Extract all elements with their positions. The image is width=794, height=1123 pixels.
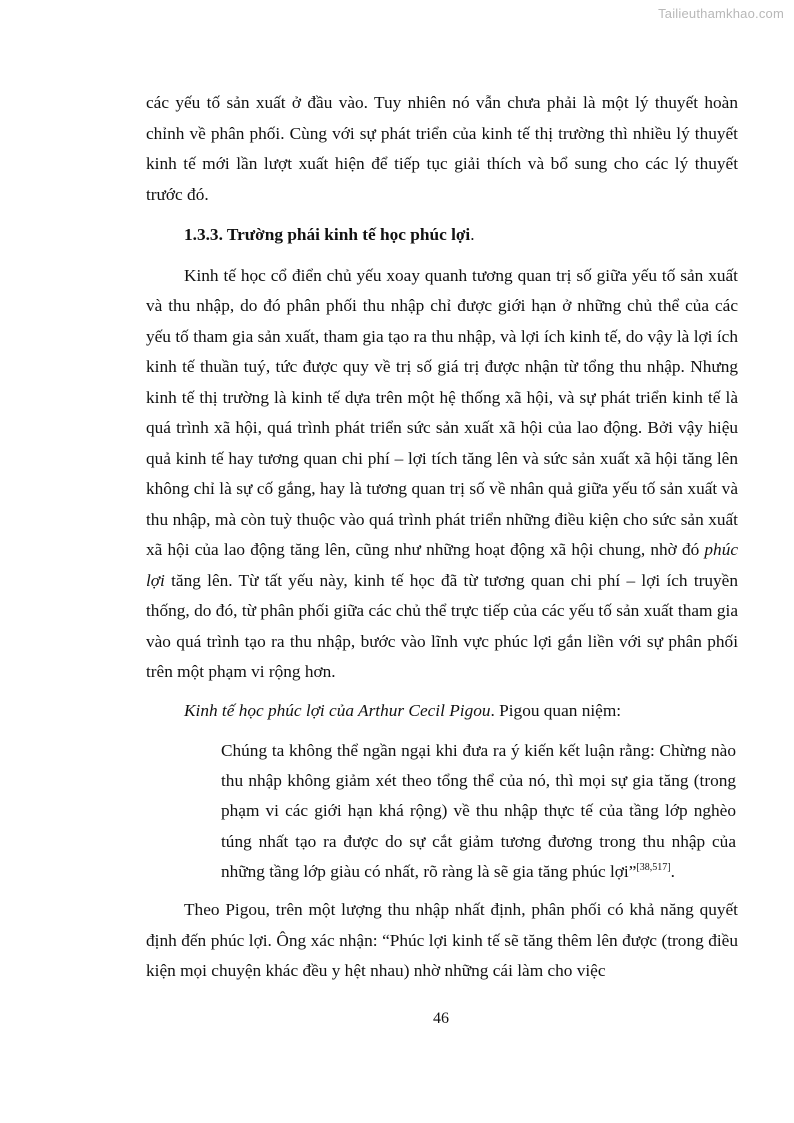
paragraph-continuation: các yếu tố sản xuất ở đầu vào. Tuy nhiên nó vẫn chưa phải là một lý thuyết hoàn chỉnh về phân phối. Cùng với sự phát triển của kinh tế thị trường thì nhiều lý thuyết kinh tế mới lần lượt xuất hiện để tiếp tục giải thích và bổ sung cho các lý thuyết trước đó.: [146, 93, 738, 204]
paragraph-text: Kinh tế học cổ điển chủ yếu xoay quanh tương quan trị số giữa yếu tố sản xuất và thu nhập, do đó phân phối thu nhập chỉ được giới hạn ở những chủ thể của các yếu tố tham gia sản xuất, tham gia tạo ra thu nhập, và lợi ích kinh tế, do vậy là lợi ích kinh tế thuần tuý, tức được quy về trị số giá trị được nhận từ tổng thu nhập. Nhưng kinh tế thị trường là kinh tế dựa trên một hệ thống xã hội, và sự phát triển kinh tế là quá trình xã hội, quá trình phát triển sức sản xuất xã hội của lao động. Bởi vậy hiệu quả kinh tế hay tương quan chi phí – lợi tích tăng lên và sức sản xuất xã hội tăng lên không chỉ là sự cố gắng, hay là tương quan trị số về nhân quả giữa yếu tố sản xuất và thu nhập, mà còn tuỳ thuộc vào quá trình phát triển những điều kiện cho sức sản xuất xã hội của lao động tăng lên, cũng như những hoạt động xã hội chung, nhờ đó: [146, 265, 738, 559]
block-quote: [221, 736, 736, 887]
paragraph-pigou-theory: Theo Pigou, trên một lượng thu nhập nhất định, phân phối có khả năng quyết định đến phúc lợi. Ông xác nhận: “Phúc lợi kinh tế sẽ tăng thêm lên được (trong điều kiện mọi chuyện khác đều y hệt nhau) nhờ những cái làm cho việc: [146, 900, 738, 981]
watermark: Tailieuthamkhao.com: [658, 6, 784, 21]
section-heading-text: 1.3.3. Trường phái kinh tế học phúc lợi: [184, 225, 471, 244]
quote-end-period: .: [670, 861, 675, 881]
paragraph-classical-economics: [146, 261, 738, 688]
page-number: 46: [433, 1010, 449, 1027]
section-heading-period: .: [470, 225, 475, 244]
paragraph-pigou-intro: [146, 696, 738, 727]
section-heading: [184, 220, 738, 251]
italic-lead-text: Kinh tế học phúc lợi của Arthur Cecil Pigou: [184, 700, 491, 720]
paragraph-text: tăng lên. Từ tất yếu này, kinh tế học đã từ tương quan chi phí – lợi ích truyền thống, do đó, từ phân phối giữa các chủ thể trực tiếp của các yếu tố sản xuất tham gia vào quá trình tạo ra thu nhập, bước vào lĩnh vực phúc lợi gắn liền với sự phân phối trên một phạm vi rộng hơn.: [146, 570, 738, 681]
document-page: [146, 88, 738, 987]
citation-reference: [38,517]: [636, 861, 671, 873]
emphasis-text: phúc lợi: [146, 540, 738, 590]
paragraph-text: . Pigou quan niệm:: [490, 700, 622, 720]
quote-text: Chúng ta không thể ngần ngại khi đưa ra ý kiến kết luận rằng: Chừng nào thu nhập không giảm xét theo tổng thể của nó, thì mọi sự gia tăng (trong phạm vi các giới hạn khá rộng) về thu nhập thực tế của tầng lớp nghèo túng nhất tạo ra được do sự cắt giảm tương đương trong thu nhập của những tầng lớp giàu có nhất, rõ ràng là sẽ gia tăng phúc lợi”: [221, 741, 736, 881]
